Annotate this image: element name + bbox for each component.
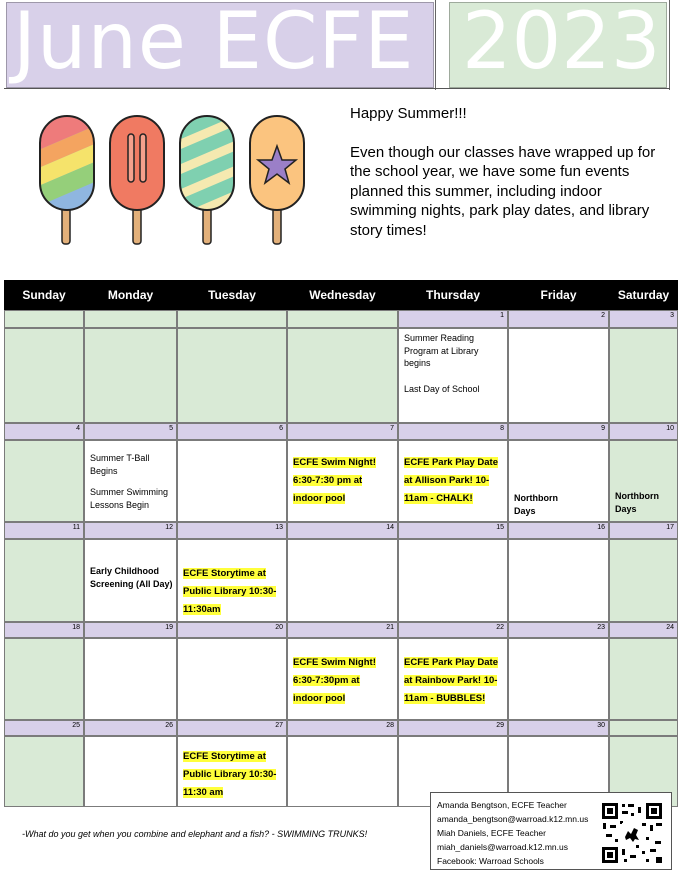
day-cell-saturday bbox=[609, 539, 678, 622]
day-cell-tuesday bbox=[177, 638, 287, 720]
day-thursday: Thursday bbox=[425, 288, 480, 302]
event-text: ECFE Swim Night! 6:30-7:30 pm at indoor pool bbox=[293, 457, 376, 504]
day-cell-saturday bbox=[609, 328, 678, 423]
header-divider bbox=[669, 0, 670, 90]
contact-email[interactable]: miah_daniels@warroad.k12.mn.us bbox=[437, 842, 568, 852]
event-text: Northborn Days bbox=[514, 493, 558, 516]
event-text: Early Childhood Screening (All Day) bbox=[90, 566, 173, 589]
qr-code[interactable] bbox=[600, 801, 664, 865]
facebook-link[interactable]: Facebook: Warroad Schools bbox=[437, 856, 544, 866]
title-banner bbox=[6, 2, 434, 88]
date-number: 1 bbox=[398, 310, 508, 328]
date-number bbox=[4, 310, 84, 328]
day-cell-thursday bbox=[398, 539, 508, 622]
date-number: 4 bbox=[4, 423, 84, 440]
calendar-event bbox=[90, 565, 174, 591]
date-number: 18 bbox=[4, 622, 84, 638]
date-number: 9 bbox=[508, 423, 609, 440]
day-sunday: Sunday bbox=[22, 288, 66, 302]
header-divider bbox=[435, 0, 436, 90]
calendar bbox=[4, 280, 678, 807]
intro-body: Even though our classes have wrapped up for the school year, we have some fun events planned this summer, including indoor swimming nights, park play dates, and library story times! bbox=[350, 143, 656, 239]
contact-email[interactable]: amanda_bengtson@warroad.k12.mn.us bbox=[437, 814, 589, 824]
date-number: 13 bbox=[177, 522, 287, 539]
day-tuesday: Tuesday bbox=[208, 288, 256, 302]
year-banner bbox=[449, 2, 667, 88]
event-text: Northborn Days bbox=[615, 491, 659, 514]
page-title: June ECFE bbox=[13, 2, 415, 87]
date-number: 12 bbox=[84, 522, 177, 539]
date-number: 22 bbox=[398, 622, 508, 638]
contact-box bbox=[430, 792, 672, 870]
date-number: 6 bbox=[177, 423, 287, 440]
popsicles-illustration bbox=[34, 112, 312, 250]
red-popsicle-icon bbox=[110, 116, 164, 210]
day-monday: Monday bbox=[107, 288, 154, 302]
date-number: 20 bbox=[177, 622, 287, 638]
date-number: 26 bbox=[84, 720, 177, 736]
day-saturday: Saturday bbox=[617, 288, 670, 302]
event-text: ECFE Swim Night! 6:30-7:30pm at indoor pool bbox=[293, 657, 376, 704]
calendar-event bbox=[183, 563, 281, 617]
date-number: 5 bbox=[84, 423, 177, 440]
calendar-event bbox=[404, 452, 504, 506]
day-cell-wednesday bbox=[287, 539, 398, 622]
calendar-event bbox=[90, 452, 174, 477]
contact-line: Amanda Bengtson, ECFE Teacher bbox=[437, 800, 567, 810]
calendar-event bbox=[404, 380, 484, 396]
day-cell-sunday bbox=[4, 440, 84, 522]
event-text: Summer Reading Program at Library begins bbox=[404, 333, 479, 368]
date-number: 29 bbox=[398, 720, 508, 736]
event-text: ECFE Park Play Date at Allison Park! 10-11am - CHALK! bbox=[404, 457, 498, 504]
day-cell-friday bbox=[508, 328, 609, 423]
event-text: Summer Swimming Lessons Begin bbox=[90, 487, 169, 510]
event-text: ECFE Storytime at Public Library 10:30-11:30am bbox=[183, 568, 277, 615]
calendar-event bbox=[293, 452, 389, 506]
date-number: 27 bbox=[177, 720, 287, 736]
day-cell-sunday bbox=[4, 638, 84, 720]
day-cell-friday bbox=[508, 539, 609, 622]
date-number: 19 bbox=[84, 622, 177, 638]
year-title: 2023 bbox=[462, 2, 661, 87]
day-cell-sunday bbox=[4, 328, 84, 423]
day-cell-monday bbox=[84, 736, 177, 807]
day-wednesday: Wednesday bbox=[309, 288, 376, 302]
day-cell-tuesday bbox=[177, 328, 287, 423]
day-cell-friday bbox=[508, 638, 609, 720]
date-number bbox=[287, 310, 398, 328]
date-number bbox=[177, 310, 287, 328]
calendar-event bbox=[183, 746, 281, 800]
date-number: 2 bbox=[508, 310, 609, 328]
day-cell-wednesday bbox=[287, 736, 398, 807]
date-number: 16 bbox=[508, 522, 609, 539]
event-text: Summer T-Ball Begins bbox=[90, 453, 150, 476]
day-cell-monday bbox=[84, 328, 177, 423]
joke-text: -What do you get when you combine and elephant and a fish? - SWIMMING TRUNKS! bbox=[22, 829, 368, 839]
day-cell-saturday bbox=[609, 638, 678, 720]
day-cell-sunday bbox=[4, 736, 84, 807]
calendar-event bbox=[293, 652, 389, 706]
intro-message bbox=[350, 104, 662, 259]
date-number: 17 bbox=[609, 522, 678, 539]
day-cell-monday bbox=[84, 638, 177, 720]
date-number bbox=[84, 310, 177, 328]
date-number: 30 bbox=[508, 720, 609, 736]
date-number: 10 bbox=[609, 423, 678, 440]
day-cell-sunday bbox=[4, 539, 84, 622]
event-text: Last Day of School bbox=[404, 384, 480, 394]
day-cell-wednesday bbox=[287, 328, 398, 423]
date-number: 14 bbox=[287, 522, 398, 539]
date-number: 3 bbox=[609, 310, 678, 328]
calendar-event bbox=[90, 486, 174, 511]
date-number: 25 bbox=[4, 720, 84, 736]
weekday-header bbox=[4, 280, 678, 310]
greeting: Happy Summer!!! bbox=[350, 105, 467, 122]
date-number: 23 bbox=[508, 622, 609, 638]
date-number: 28 bbox=[287, 720, 398, 736]
calendar-event bbox=[404, 652, 504, 706]
date-number: 7 bbox=[287, 423, 398, 440]
date-number: 21 bbox=[287, 622, 398, 638]
date-number: 11 bbox=[4, 522, 84, 539]
calendar-event bbox=[404, 332, 494, 370]
calendar-event bbox=[615, 490, 675, 516]
calendar-event bbox=[514, 492, 574, 518]
date-number: 15 bbox=[398, 522, 508, 539]
date-number bbox=[609, 720, 678, 736]
header-rule bbox=[4, 88, 670, 89]
day-friday: Friday bbox=[540, 288, 577, 302]
event-text: ECFE Storytime at Public Library 10:30-11:30 am bbox=[183, 751, 277, 798]
day-cell-tuesday bbox=[177, 440, 287, 522]
date-number: 24 bbox=[609, 622, 678, 638]
contact-line: Miah Daniels, ECFE Teacher bbox=[437, 828, 546, 838]
date-number: 8 bbox=[398, 423, 508, 440]
event-text: ECFE Park Play Date at Rainbow Park! 10-11am - BUBBLES! bbox=[404, 657, 498, 704]
